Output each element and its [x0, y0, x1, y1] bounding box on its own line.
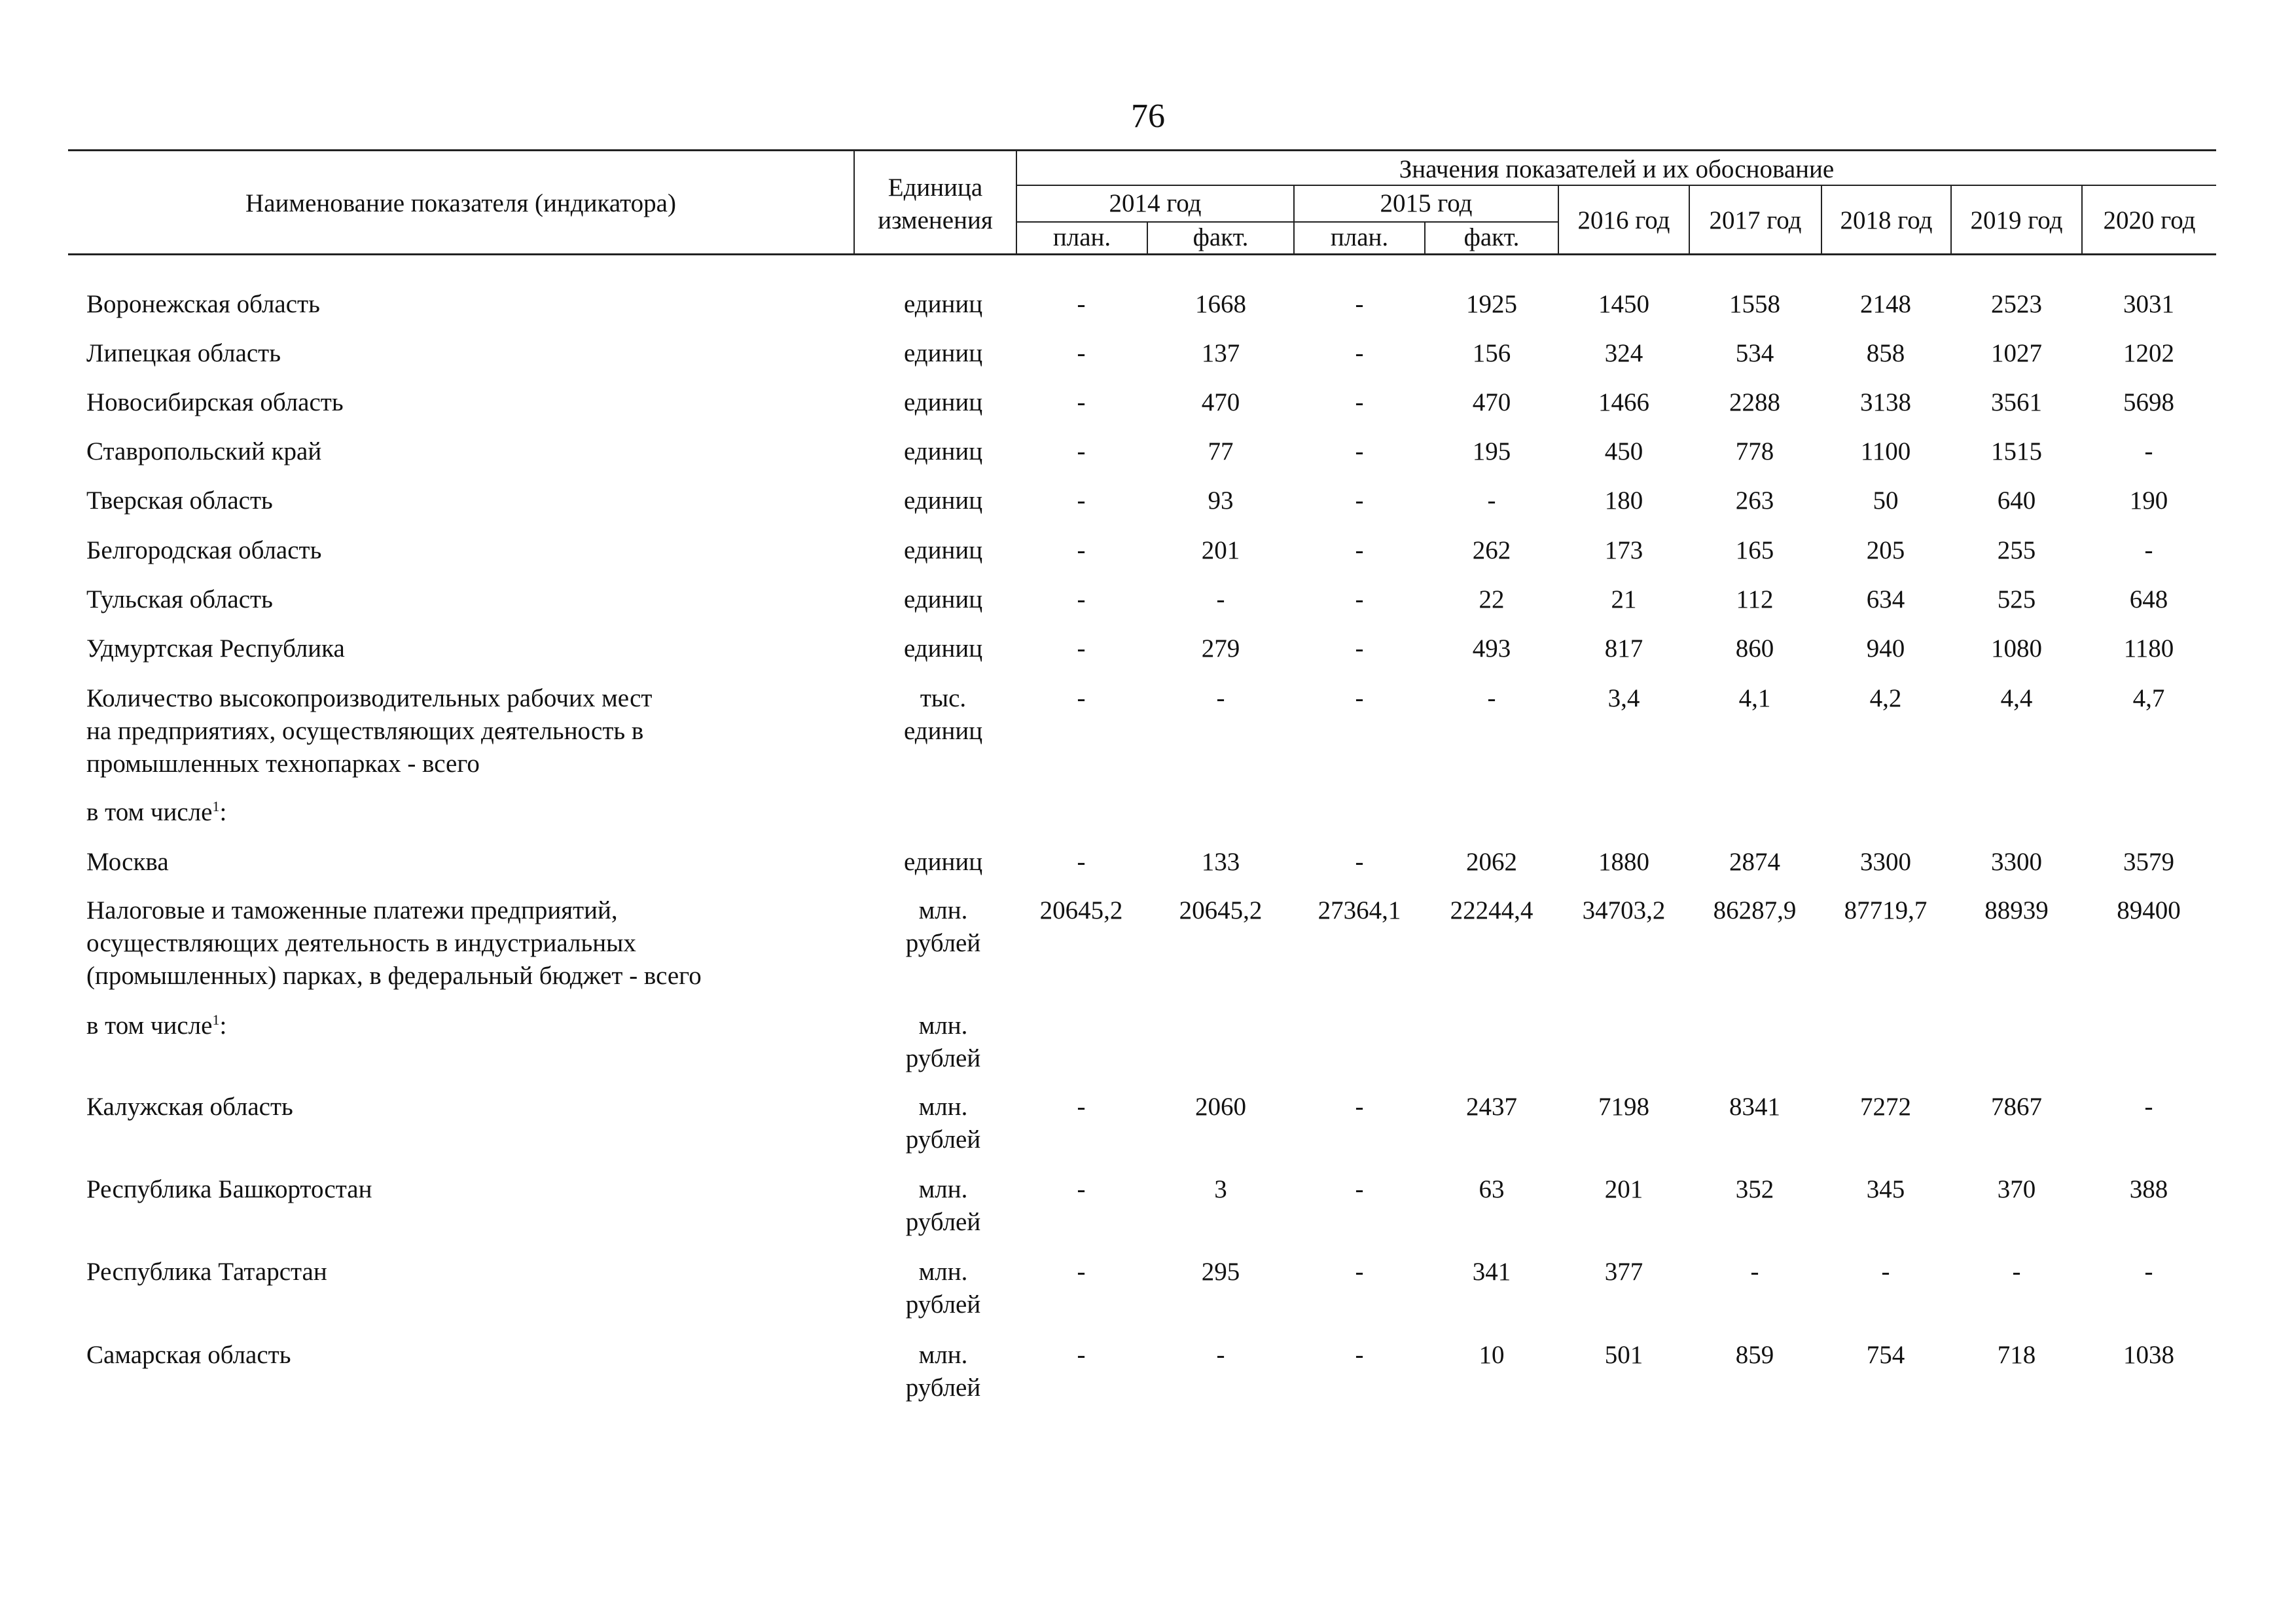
indicator-name	[86, 435, 839, 468]
indicator-name	[86, 1256, 839, 1288]
value-cell: 156	[1472, 339, 1511, 367]
value-cell: -	[2144, 437, 2153, 465]
value-cell: -	[1077, 848, 1086, 876]
unit-line: рублей	[905, 1374, 981, 1402]
value-cell: 3579	[2123, 848, 2174, 876]
value-cell: -	[1487, 486, 1496, 515]
value-cell: 133	[1201, 848, 1240, 876]
value-cell: 4,4	[2000, 684, 2033, 712]
value-cell: 1466	[1598, 388, 1649, 416]
value-cell: 718	[1997, 1341, 2036, 1369]
indicator-name-line: Ставропольский край	[86, 437, 322, 465]
value-cell: 86287,9	[1713, 896, 1797, 924]
value-cell: 5698	[2123, 388, 2174, 416]
value-cell: 8341	[1729, 1093, 1780, 1121]
value-cell: 205	[1866, 536, 1905, 564]
unit-cell	[868, 1339, 1018, 1404]
value-cell: -	[1355, 848, 1364, 876]
unit-line: рублей	[905, 1044, 981, 1072]
unit-line: рублей	[905, 1125, 981, 1154]
value-cell: 501	[1604, 1341, 1643, 1369]
value-cell: 352	[1735, 1175, 1774, 1203]
indicator-name-line: (промышленных) парках, в федеральный бюджет - всего	[86, 962, 702, 990]
footnote-marker: 1	[212, 798, 220, 814]
unit-line: единиц	[903, 848, 983, 876]
indicator-name-line: Москва	[86, 848, 169, 876]
value-cell: -	[1077, 536, 1086, 564]
value-cell: 370	[1997, 1175, 2036, 1203]
value-cell: 4,1	[1738, 684, 1771, 712]
unit-line: единиц	[903, 486, 983, 515]
indicator-name-line: Воронежская область	[86, 290, 320, 318]
value-cell: 450	[1604, 437, 1643, 465]
value-cell: -	[1077, 388, 1086, 416]
indicator-name-suffix: :	[219, 1012, 227, 1040]
unit-line: рублей	[905, 929, 981, 957]
value-cell: -	[1355, 1175, 1364, 1203]
value-cell: -	[1750, 1258, 1759, 1286]
indicator-name	[86, 846, 839, 879]
value-cell: -	[1077, 339, 1086, 367]
indicator-name-line: Новосибирская область	[86, 388, 344, 416]
value-cell: -	[1077, 1175, 1086, 1203]
indicator-name	[86, 1091, 839, 1123]
value-cell: 3300	[1860, 848, 1911, 876]
header-2017: 2017 год	[1709, 206, 1802, 234]
unit-line: единиц	[903, 437, 983, 465]
indicator-name	[86, 484, 839, 517]
value-cell: 2874	[1729, 848, 1780, 876]
value-cell: -	[1355, 1093, 1364, 1121]
value-cell: 93	[1208, 486, 1234, 515]
value-cell: 1027	[1991, 339, 2042, 367]
value-cell: -	[1077, 290, 1086, 318]
value-cell: 20645,2	[1179, 896, 1263, 924]
header-unit-line1: Единица	[888, 173, 983, 202]
unit-line: млн.	[918, 1258, 968, 1286]
value-cell: 173	[1604, 536, 1643, 564]
value-cell: 112	[1736, 585, 1774, 613]
indicator-name	[86, 386, 839, 419]
indicator-name	[86, 583, 839, 616]
unit-cell	[868, 386, 1018, 419]
value-cell: -	[1355, 290, 1364, 318]
value-cell: 470	[1472, 388, 1511, 416]
value-cell: 7272	[1860, 1093, 1911, 1121]
header-2014-fact: факт.	[1193, 223, 1249, 251]
value-cell: -	[1077, 1258, 1086, 1286]
unit-line: единиц	[903, 388, 983, 416]
value-cell: 201	[1604, 1175, 1643, 1203]
unit-cell	[868, 682, 1018, 748]
indicator-name-line: Республика Башкортостан	[86, 1175, 372, 1203]
value-cell: 858	[1866, 339, 1905, 367]
footnote-marker: 1	[212, 1012, 220, 1028]
value-cell: 817	[1604, 634, 1643, 663]
value-cell: -	[1355, 388, 1364, 416]
value-cell: 1080	[1991, 634, 2042, 663]
value-cell: 262	[1472, 536, 1511, 564]
value-cell: 2437	[1466, 1093, 1517, 1121]
value-cell: 22244,4	[1450, 896, 1534, 924]
indicator-name-line: Республика Татарстан	[86, 1258, 327, 1286]
unit-line: млн.	[918, 1175, 968, 1203]
indicator-name-line: Количество высокопроизводительных рабочих мест	[86, 684, 653, 712]
unit-line: рублей	[905, 1290, 981, 1319]
value-cell: 137	[1201, 339, 1240, 367]
header-top-rule	[68, 149, 2216, 151]
indicator-name-line: Тверская область	[86, 486, 273, 515]
value-cell: 77	[1208, 437, 1234, 465]
indicator-name	[86, 1173, 839, 1206]
value-cell: 10	[1479, 1341, 1505, 1369]
value-cell: 89400	[2117, 896, 2181, 924]
value-cell: 534	[1735, 339, 1774, 367]
value-cell: 345	[1866, 1175, 1905, 1203]
indicator-name-line: Тульская область	[86, 585, 273, 613]
value-cell: -	[2012, 1258, 2021, 1286]
unit-cell	[868, 1256, 1018, 1321]
value-cell: 324	[1604, 339, 1643, 367]
unit-cell	[868, 484, 1018, 517]
value-cell: 1515	[1991, 437, 2042, 465]
unit-cell	[868, 435, 1018, 468]
value-cell: 388	[2129, 1175, 2168, 1203]
value-cell: -	[1216, 684, 1225, 712]
indicator-name-line: осуществляющих деятельность в индустриальных	[86, 929, 636, 957]
value-cell: 2148	[1860, 290, 1911, 318]
value-cell: 34703,2	[1582, 896, 1666, 924]
indicator-name	[86, 337, 839, 370]
value-cell: 165	[1735, 536, 1774, 564]
value-cell: 341	[1472, 1258, 1511, 1286]
value-cell: -	[1077, 1093, 1086, 1121]
header-2016: 2016 год	[1577, 206, 1670, 234]
header-values-group: Значения показателей и их обоснование	[1399, 155, 1835, 183]
indicator-name-line: Удмуртская Республика	[86, 634, 345, 663]
value-cell: 754	[1866, 1341, 1905, 1369]
value-cell: -	[2144, 1093, 2153, 1121]
unit-line: млн.	[918, 896, 968, 924]
header-2015-plan: план.	[1330, 223, 1389, 251]
value-cell: 50	[1873, 486, 1899, 515]
unit-cell	[868, 1173, 1018, 1239]
value-cell: 295	[1201, 1258, 1240, 1286]
indicator-name-line: Самарская область	[86, 1341, 291, 1369]
unit-line: единиц	[903, 585, 983, 613]
value-cell: 190	[2129, 486, 2168, 515]
value-cell: -	[1077, 1341, 1086, 1369]
value-cell: 87719,7	[1844, 896, 1928, 924]
value-cell: 4,7	[2132, 684, 2165, 712]
value-cell: 1180	[2123, 634, 2174, 663]
header-2019: 2019 год	[1970, 206, 2063, 234]
indicator-name	[86, 682, 839, 780]
value-cell: 940	[1866, 634, 1905, 663]
indicator-name-line: Липецкая область	[86, 339, 281, 367]
value-cell: 3561	[1991, 388, 2042, 416]
indicator-name-line: Калужская область	[86, 1093, 293, 1121]
value-cell: 195	[1472, 437, 1511, 465]
value-cell: -	[1355, 634, 1364, 663]
value-cell: -	[1355, 1258, 1364, 1286]
header-2020: 2020 год	[2103, 206, 2196, 234]
value-cell: 470	[1201, 388, 1240, 416]
unit-line: единиц	[903, 634, 983, 663]
unit-cell	[868, 534, 1018, 567]
value-cell: 377	[1604, 1258, 1643, 1286]
header-2015-fact: факт.	[1463, 223, 1520, 251]
unit-line: млн.	[918, 1341, 968, 1369]
value-cell: 279	[1201, 634, 1240, 663]
header-2014: 2014 год	[1109, 189, 1202, 217]
indicator-name	[86, 1339, 839, 1372]
value-cell: 27364,1	[1318, 896, 1401, 924]
value-cell: -	[1487, 684, 1496, 712]
indicator-name-suffix: :	[219, 798, 227, 826]
unit-line: млн.	[918, 1012, 968, 1040]
header-2014-plan: план.	[1052, 223, 1111, 251]
value-cell: 7867	[1991, 1093, 2042, 1121]
indicator-name-line: Налоговые и таможенные платежи предприятий,	[86, 896, 618, 924]
page-number: 76	[1131, 98, 1165, 135]
value-cell: -	[1355, 585, 1364, 613]
indicator-name-line: Белгородская область	[86, 536, 322, 564]
value-cell: 1450	[1598, 290, 1649, 318]
value-cell: -	[1216, 1341, 1225, 1369]
unit-cell	[868, 1010, 1018, 1075]
value-cell: -	[1077, 634, 1086, 663]
value-cell: 1880	[1598, 848, 1649, 876]
value-cell: 2523	[1991, 290, 2042, 318]
value-cell: 3138	[1860, 388, 1911, 416]
unit-line: тыс.	[920, 684, 967, 712]
unit-line: единиц	[903, 536, 983, 564]
value-cell: 21	[1611, 585, 1637, 613]
value-cell: -	[1077, 585, 1086, 613]
value-cell: -	[1355, 684, 1364, 712]
value-cell: -	[1881, 1258, 1890, 1286]
unit-cell	[868, 846, 1018, 879]
unit-cell	[868, 288, 1018, 321]
value-cell: -	[2144, 1258, 2153, 1286]
value-cell: 640	[1997, 486, 2036, 515]
value-cell: 1925	[1466, 290, 1517, 318]
value-cell: 1038	[2123, 1341, 2174, 1369]
value-cell: -	[1077, 486, 1086, 515]
value-cell: 3031	[2123, 290, 2174, 318]
value-cell: 778	[1735, 437, 1774, 465]
value-cell: 255	[1997, 536, 2036, 564]
unit-line: единиц	[903, 290, 983, 318]
indicator-name	[86, 534, 839, 567]
unit-line: млн.	[918, 1093, 968, 1121]
value-cell: 2060	[1195, 1093, 1246, 1121]
header-2015: 2015 год	[1380, 189, 1473, 217]
unit-cell	[868, 1091, 1018, 1156]
unit-cell	[868, 632, 1018, 665]
value-cell: 3,4	[1607, 684, 1640, 712]
value-cell: 201	[1201, 536, 1240, 564]
header-unit-line2: изменения	[878, 206, 993, 234]
value-cell: -	[1355, 437, 1364, 465]
header-name-column: Наименование показателя (индикатора)	[245, 189, 676, 217]
value-cell: -	[1216, 585, 1225, 613]
value-cell: 1100	[1860, 437, 1911, 465]
value-cell: 4,2	[1869, 684, 1902, 712]
value-cell: 7198	[1598, 1093, 1649, 1121]
value-cell: -	[1077, 437, 1086, 465]
value-cell: 2288	[1729, 388, 1780, 416]
unit-line: рублей	[905, 1208, 981, 1236]
value-cell: 493	[1472, 634, 1511, 663]
value-cell: -	[1077, 684, 1086, 712]
indicator-name	[86, 1010, 839, 1042]
value-cell: -	[1355, 339, 1364, 367]
indicator-name-line: промышленных технопарках - всего	[86, 750, 480, 778]
value-cell: 3300	[1991, 848, 2042, 876]
value-cell: 1558	[1729, 290, 1780, 318]
value-cell: 3	[1214, 1175, 1227, 1203]
indicator-name-line: в том числе$^1$:	[86, 1012, 227, 1040]
value-cell: 63	[1479, 1175, 1505, 1203]
unit-line: единиц	[903, 339, 983, 367]
indicator-name	[86, 288, 839, 321]
value-cell: 22	[1479, 585, 1505, 613]
value-cell: 20645,2	[1039, 896, 1123, 924]
value-cell: 180	[1604, 486, 1643, 515]
indicator-name-line: в том числе$^1$:	[86, 798, 227, 826]
value-cell: 1668	[1195, 290, 1246, 318]
value-cell: 1202	[2123, 339, 2174, 367]
value-cell: 263	[1735, 486, 1774, 515]
value-cell: 88939	[1984, 896, 2049, 924]
unit-cell	[868, 894, 1018, 960]
value-cell: 2062	[1466, 848, 1517, 876]
indicator-name-line: на предприятиях, осуществляющих деятельность в	[86, 717, 644, 745]
unit-cell	[868, 337, 1018, 370]
indicator-name	[86, 796, 839, 829]
unit-cell	[868, 583, 1018, 616]
value-cell: 859	[1735, 1341, 1774, 1369]
value-cell: 860	[1735, 634, 1774, 663]
header-2018: 2018 год	[1840, 206, 1933, 234]
value-cell: 634	[1866, 585, 1905, 613]
indicator-name	[86, 632, 839, 665]
value-cell: -	[1355, 486, 1364, 515]
indicator-name	[86, 894, 839, 993]
value-cell: -	[1355, 536, 1364, 564]
value-cell: -	[2144, 536, 2153, 564]
value-cell: 648	[2129, 585, 2168, 613]
value-cell: 525	[1997, 585, 2036, 613]
value-cell: -	[1355, 1341, 1364, 1369]
unit-line: единиц	[903, 717, 983, 745]
